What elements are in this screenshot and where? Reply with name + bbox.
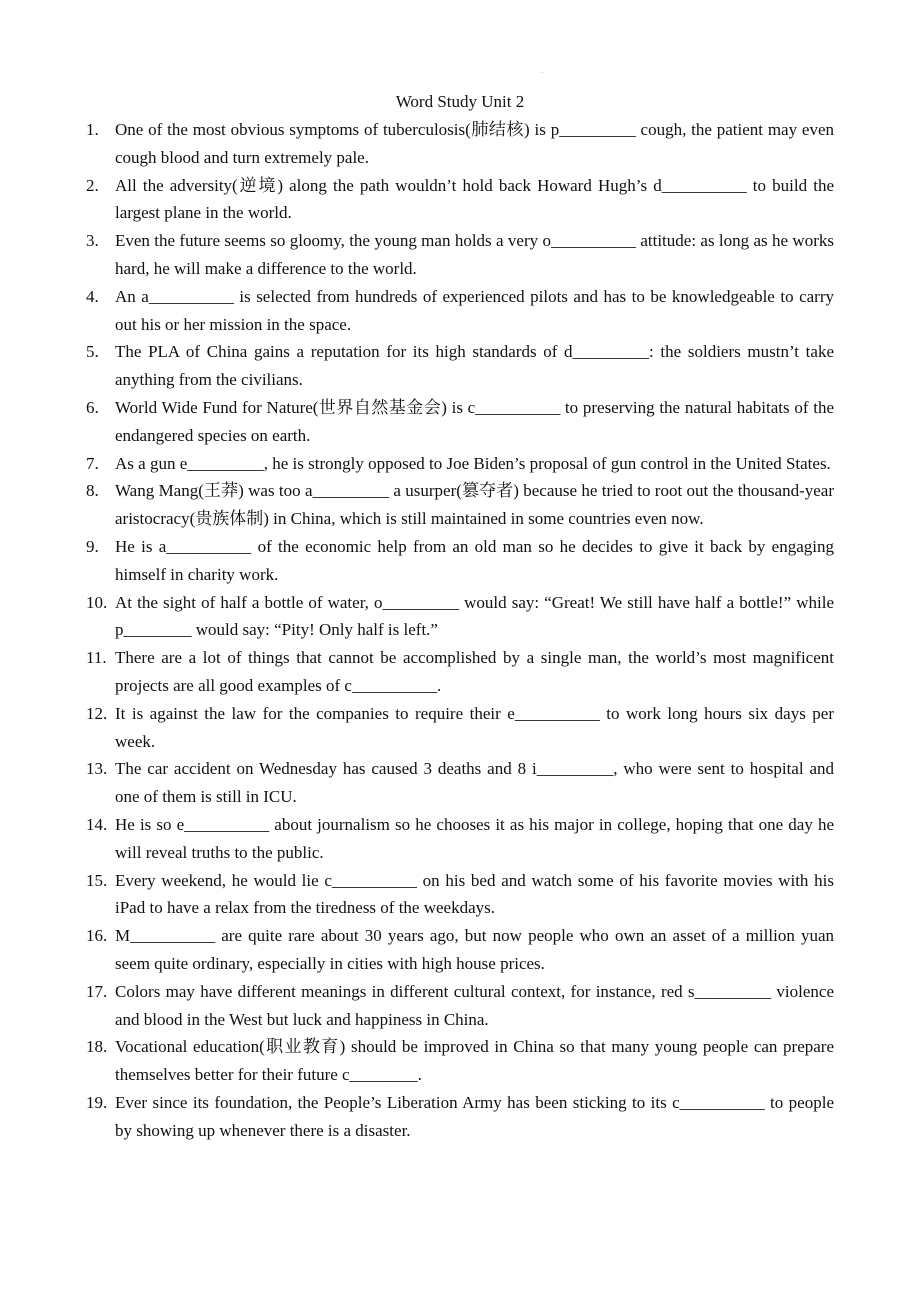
question-text: An a__________ is selected from hundreds of experienced pilots and has to be knowledgeable to carry out his or her mission in the space. <box>115 286 834 334</box>
question-list <box>86 116 834 1144</box>
question-text: World Wide Fund for Nature(世界自然基金会) is c__________ to preserving the natural habitats of the endangered species on earth. <box>115 397 834 445</box>
question-text: All the adversity(逆境) along the path wouldn’t hold back Howard Hugh’s d__________ to build the largest plane in the world. <box>115 175 834 223</box>
question-number: 16. <box>86 926 108 946</box>
question-text: The PLA of China gains a reputation for its high standards of d_________: the soldiers mustn’t take anything from the civilians. <box>115 342 834 390</box>
question-item <box>86 1089 834 1145</box>
question-item <box>86 533 834 589</box>
question-item <box>86 172 834 228</box>
question-text: M__________ are quite rare about 30 years ago, but now people who own an asset of a million yuan seem quite ordinary, especially in cities with high house prices. <box>115 926 834 973</box>
question-item <box>86 867 834 923</box>
question-number: 12. <box>86 703 108 723</box>
question-number: 1. <box>86 120 99 139</box>
question-text: Ever since its foundation, the People’s Liberation Army has been sticking to its c__________ to people by showing up whenever there is a disaster. <box>115 1092 834 1140</box>
question-number: 18. <box>86 1037 108 1057</box>
question-text: Every weekend, he would lie c__________ on his bed and watch some of his favorite movies with his iPad to have a relax from the tiredness of the weekdays. <box>115 870 834 918</box>
question-text: As a gun e_________, he is strongly opposed to Joe Biden’s proposal of gun control in the United States. <box>115 453 831 473</box>
question-text: Wang Mang(王莽) was too a_________ a usurper(篡夺者) because he tried to root out the thousand-year aristocracy(贵族体制) in China, which is still maintained in some countries even now. <box>115 481 834 529</box>
question-text: Vocational education(职业教育) should be improved in China so that many young people can prepare themselves better for their future c________. <box>115 1037 834 1085</box>
question-text: He is a__________ of the economic help from an old man so he decides to give it back by engaging himself in charity work. <box>115 536 834 584</box>
question-number: 8. <box>86 481 99 501</box>
question-number: 14. <box>86 814 108 834</box>
question-item <box>86 811 834 867</box>
question-number: 2. <box>86 175 99 195</box>
question-text: It is against the law for the companies to require their e__________ to work long hours six days per week. <box>115 703 834 751</box>
question-text: At the sight of half a bottle of water, o_________ would say: “Great! We still have half a bottle!” while p________ would say: “Pity! Only half is left.” <box>115 592 834 640</box>
question-number: 6. <box>86 397 99 417</box>
question-number: 5. <box>86 342 99 362</box>
question-item <box>86 477 834 533</box>
question-item <box>86 589 834 645</box>
page-title: Word Study Unit 2 <box>395 92 525 111</box>
scan-speck <box>542 72 543 73</box>
question-number: 10. <box>86 592 108 612</box>
question-number: 7. <box>86 453 99 473</box>
question-number: 9. <box>86 536 99 556</box>
question-number: 17. <box>86 981 108 1001</box>
question-item <box>86 922 834 978</box>
question-item <box>86 394 834 450</box>
question-text: He is so e__________ about journalism so he chooses it as his major in college, hoping that one day he will reveal truths to the public. <box>115 814 834 862</box>
question-number: 11. <box>86 648 107 668</box>
question-text: The car accident on Wednesday has caused 3 deaths and 8 i_________, who were sent to hospital and one of them is still in ICU. <box>115 759 834 807</box>
question-number: 19. <box>86 1092 108 1112</box>
question-item <box>86 1033 834 1089</box>
question-item <box>86 978 834 1034</box>
question-item <box>86 700 834 756</box>
question-number: 4. <box>86 286 99 306</box>
question-item <box>86 450 834 478</box>
question-item <box>86 227 834 283</box>
question-text: Colors may have different meanings in different cultural context, for instance, red s_________ violence and blood in the West but luck and happiness in China. <box>115 981 834 1029</box>
question-text: One of the most obvious symptoms of tuberculosis(肺结核) is p_________ cough, the patient may even cough blood and turn extremely pale. <box>115 120 834 167</box>
question-item <box>86 644 834 700</box>
question-number: 3. <box>86 231 99 251</box>
question-item <box>86 116 834 172</box>
question-text: There are a lot of things that cannot be accomplished by a single man, the world’s most magnificent projects are all good examples of c__________. <box>115 648 834 695</box>
question-item <box>86 338 834 394</box>
question-item <box>86 755 834 811</box>
question-number: 13. <box>86 759 108 779</box>
question-item <box>86 283 834 339</box>
question-number: 15. <box>86 870 108 890</box>
question-text: Even the future seems so gloomy, the young man holds a very o__________ attitude: as long as he works hard, he will make a difference to the world. <box>115 231 834 278</box>
